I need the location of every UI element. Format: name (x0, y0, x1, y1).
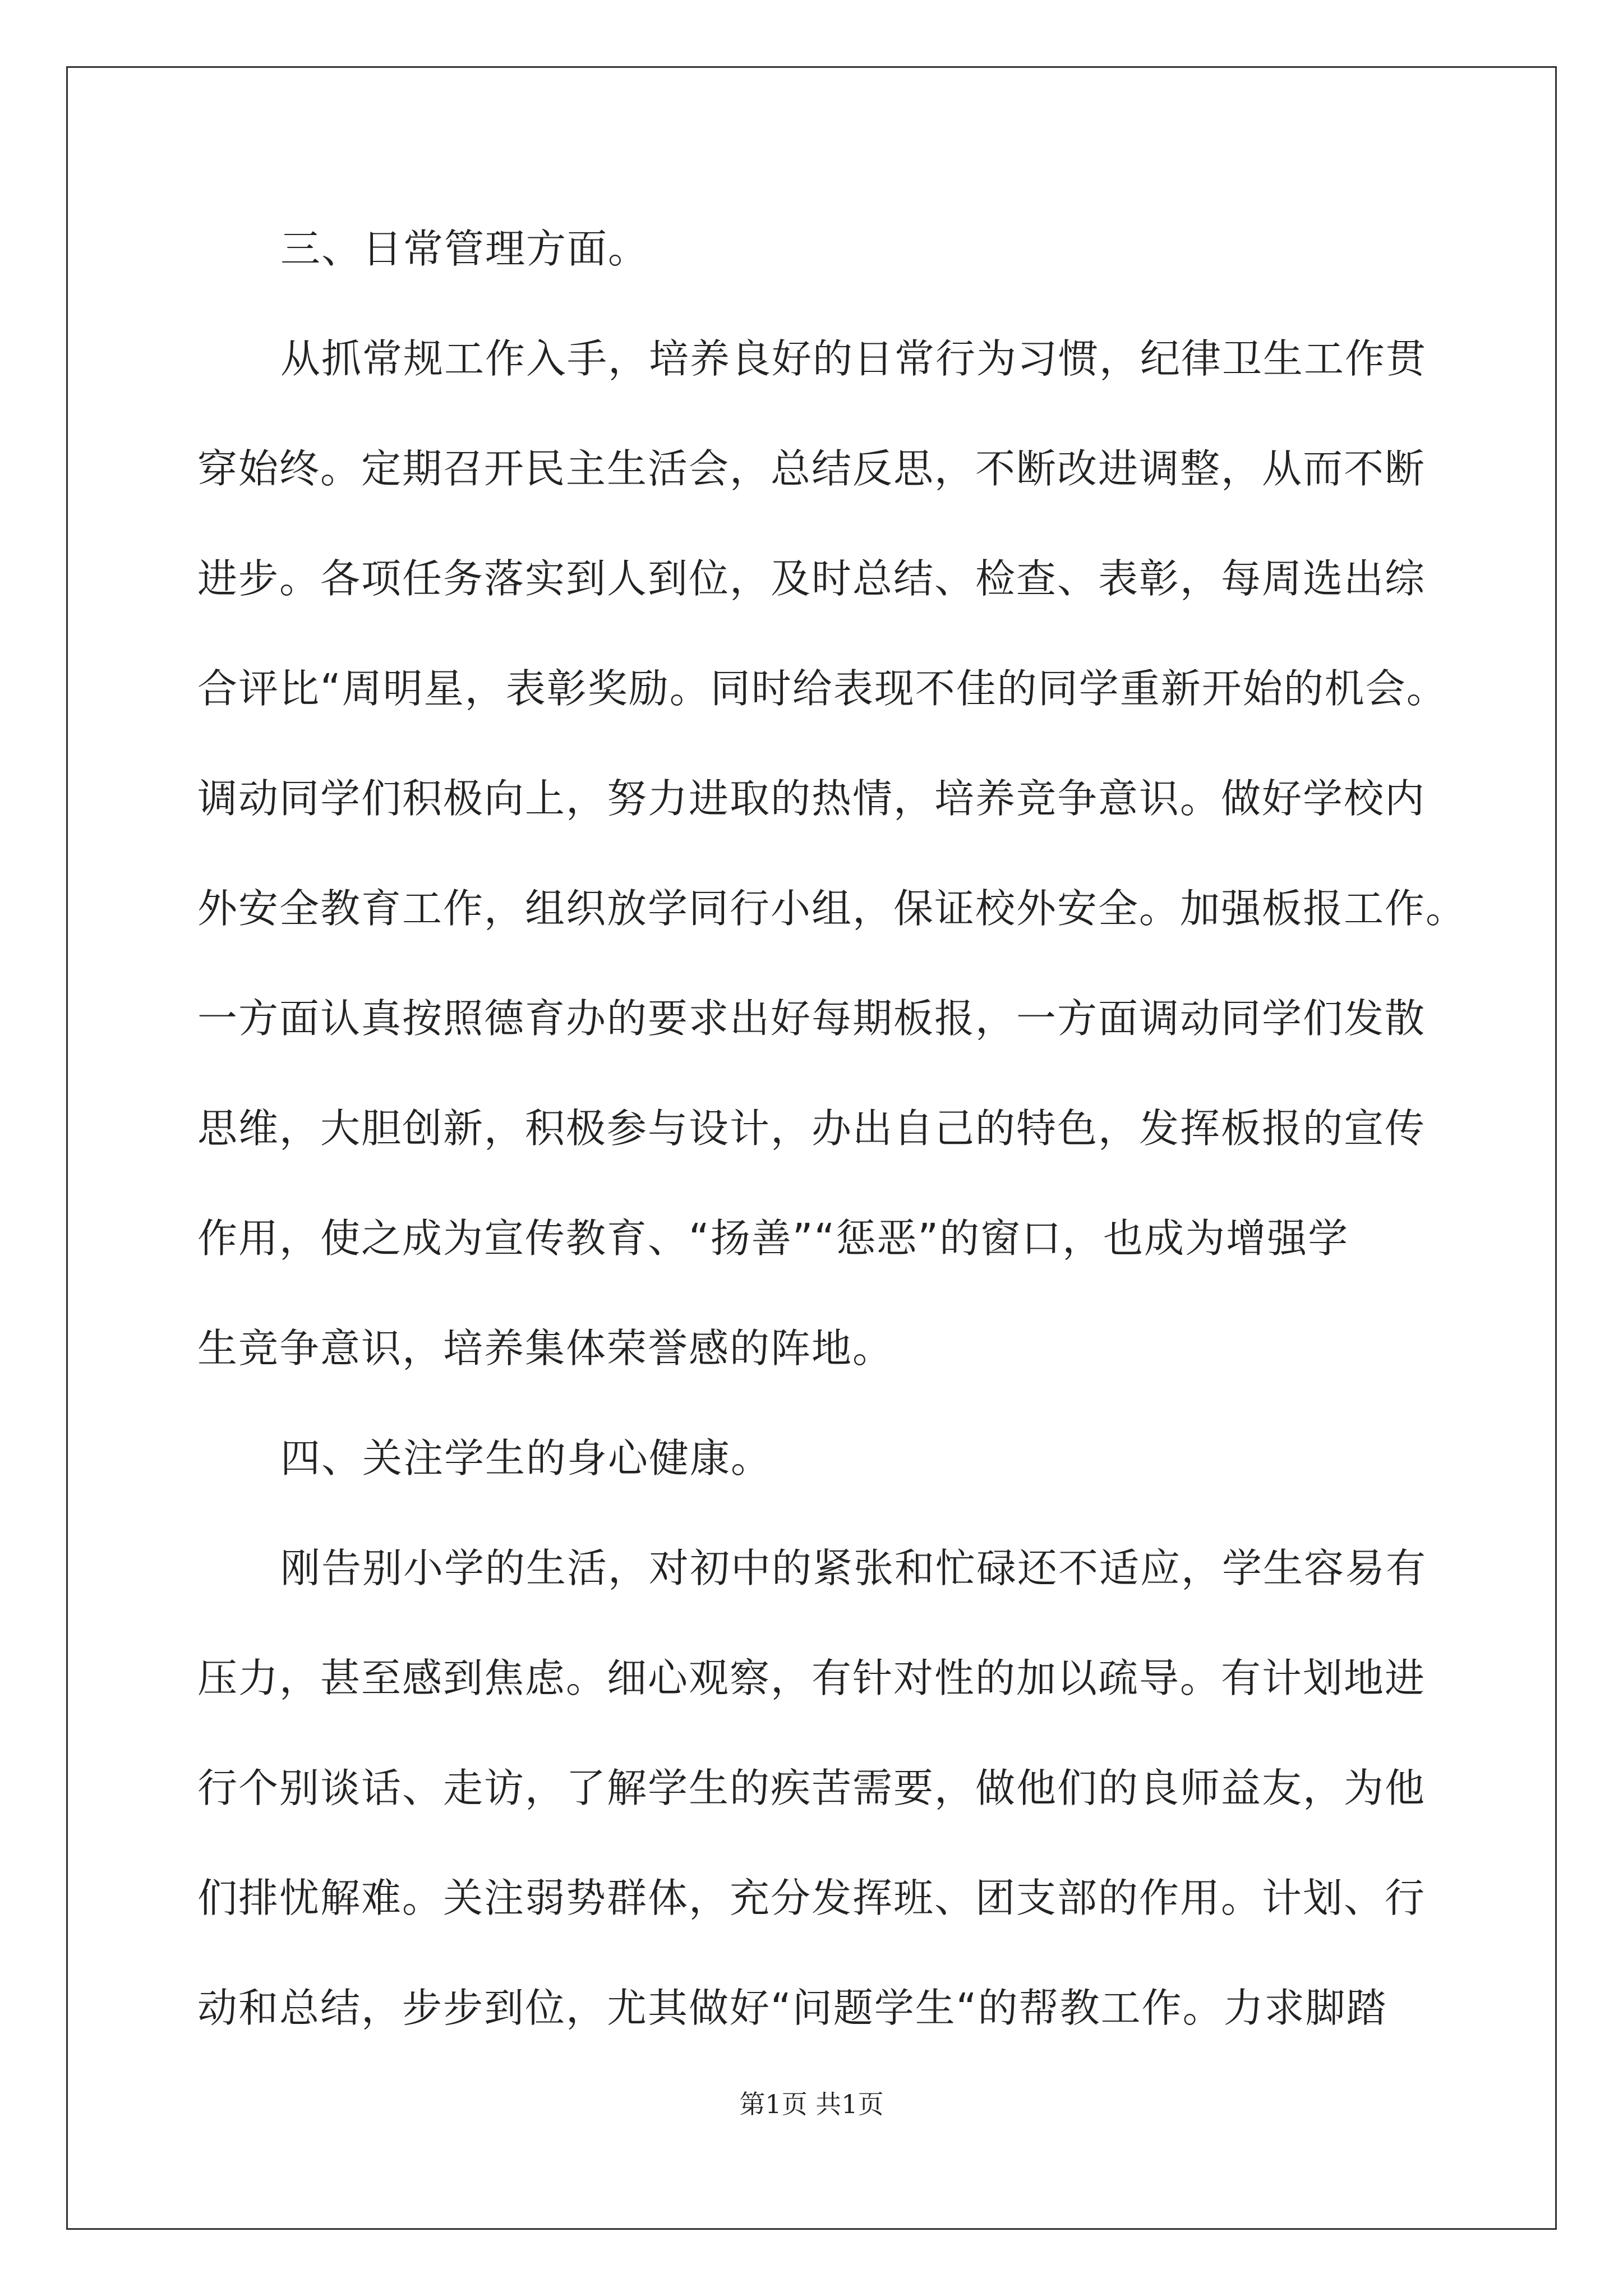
paragraph-line: 从抓常规工作入手，培养良好的日常行为习惯，纪律卫生工作贯 (280, 335, 1427, 382)
paragraph-line: 进步。各项任务落实到人到位，及时总结、检查、表彰，每周选出综 (197, 555, 1426, 602)
paragraph-line: 外安全教育工作，组织放学同行小组，保证校外安全。加强板报工作。 (197, 885, 1467, 932)
page-number-footer: 第1页 共1页 (739, 2089, 884, 2119)
paragraph-line: 一方面认真按照德育办的要求出好每期板报，一方面调动同学们发散 (197, 995, 1426, 1042)
paragraph-line: 动和总结，步步到位，尤其做好“问题学生“的帮教工作。力求脚踏 (197, 1985, 1387, 2031)
paragraph-line: 思维，大胆创新，积极参与设计，办出自己的特色，发挥板报的宣传 (197, 1105, 1426, 1152)
paragraph-line: 刚告别小学的生活，对初中的紧张和忙碌还不适应，学生容易有 (280, 1545, 1427, 1591)
section-heading-student-health: 四、关注学生的身心健康。 (280, 1435, 772, 1481)
paragraph-line: 行个别谈话、走访，了解学生的疾苦需要，做他们的良师益友，为他 (197, 1765, 1426, 1811)
section-heading-daily-management: 三、日常管理方面。 (280, 226, 649, 272)
paragraph-line: 们排忧解难。关注弱势群体，充分发挥班、团支部的作用。计划、行 (197, 1875, 1426, 1921)
paragraph-line: 压力，甚至感到焦虑。细心观察，有针对性的加以疏导。有计划地进 (197, 1655, 1426, 1701)
paragraph-line: 调动同学们积极向上，努力进取的热情，培养竞争意识。做好学校内 (197, 775, 1426, 822)
paragraph-line: 作用，使之成为宣传教育、“扬善”“惩恶”的窗口，也成为增强学 (197, 1215, 1349, 1262)
paragraph-line: 穿始终。定期召开民主生活会，总结反思，不断改进调整，从而不断 (197, 445, 1426, 492)
paragraph-line: 合评比“周明星，表彰奖励。同时给表现不佳的同学重新开始的机会。 (197, 665, 1447, 712)
paragraph-line: 生竞争意识，培养集体荣誉感的阵地。 (197, 1325, 894, 1372)
